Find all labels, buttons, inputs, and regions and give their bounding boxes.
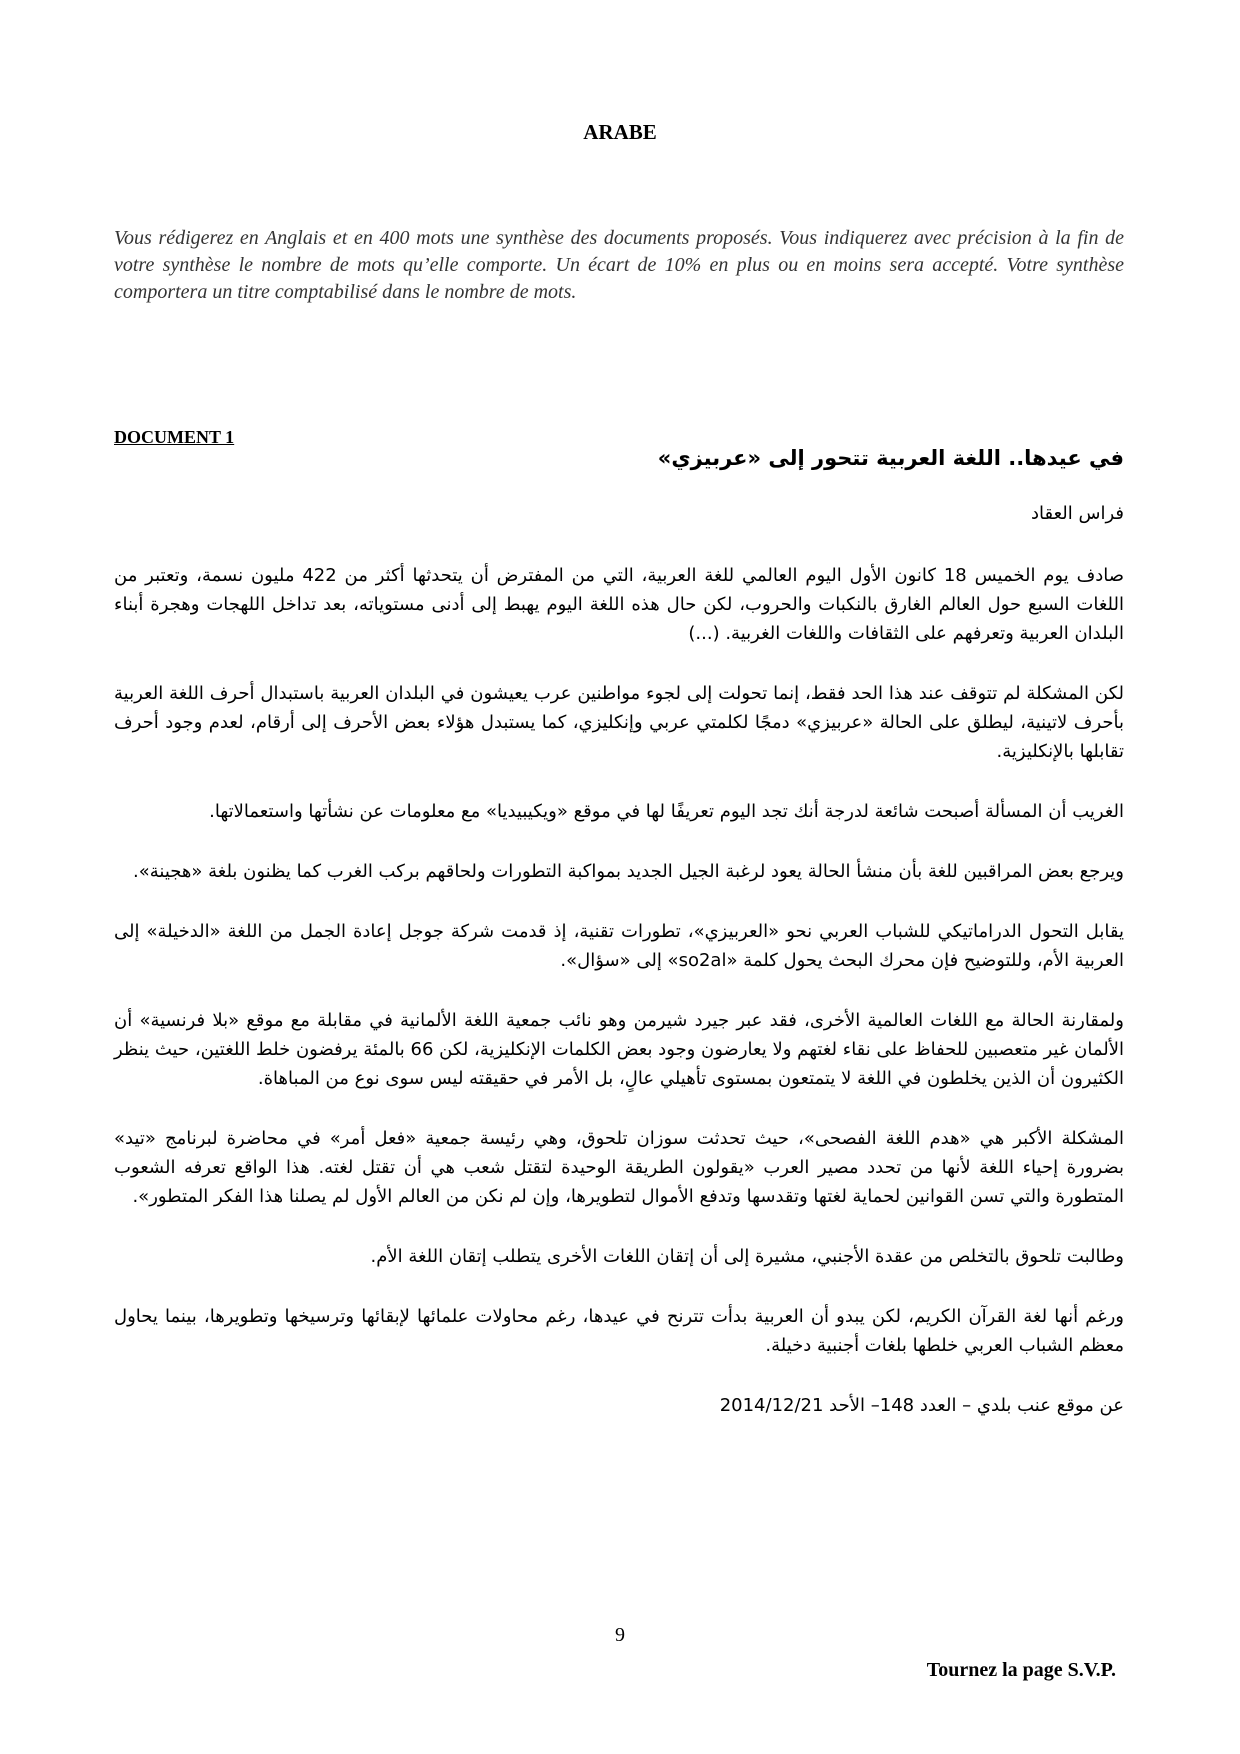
turn-page-note: Tournez la page S.V.P. xyxy=(926,1659,1116,1681)
article-paragraph: صادف يوم الخميس 18 كانون الأول اليوم العالمي للغة العربية، التي من المفترض أن يتحدثها أكثر من 422 مليون نسمة، وتعتبر من اللغات السبع حول العالم الغارق بالنكبات والحروب، لكن حال هذه اللغة اليوم يهبط إلى أدنى مستوياته، بعد تداخل اللهجات وهجرة أبناء البلدان العربية وتعرفهم على الثقافات واللغات الغربية. (...) xyxy=(114,565,1125,644)
page-number: 9 xyxy=(615,1624,625,1646)
article-source: عن موقع عنب بلدي – العدد 148– الأحد 2014/12/21 xyxy=(719,1395,1124,1416)
article-paragraph: ويرجع بعض المراقبين للغة بأن منشأ الحالة يعود لرغبة الجيل الجديد بمواكبة التطورات ولحاقهم بركب الغرب كما يظنون بلغة «هجينة». xyxy=(133,861,1124,882)
article-paragraph: ورغم أنها لغة القرآن الكريم، لكن يبدو أن العربية بدأت تترنح في عيدها، رغم محاولات علمائها لإبقائها وترسيخها وتطويرها، بينما يحاول معظم الشباب العربي خلطها بلغات أجنبية دخيلة. xyxy=(114,1306,1124,1356)
article-paragraph: المشكلة الأكبر هي «هدم اللغة الفصحى»، حيث تحدثت سوزان تلحوق، وهي رئيسة جمعية «فعل أمر» في محاضرة لبرنامج «تيد» بضرورة إحياء اللغة لأنها من تحدد مصير العرب «يقولون الطريقة الوحيدة لتقتل شعب هي أن تقتل لغته. هذا الواقع تعرفه الشعوب المتطورة والتي تسن القوانين لحماية لغتها وتقدسها وتدفع الأموال لتطويرها، وإن لم نكن من العالم الأول لم يصلنا هذا الفكر المتطور». xyxy=(114,1128,1124,1207)
article-paragraph: يقابل التحول الدراماتيكي للشباب العربي نحو «العربيزي»، تطورات تقنية، إذ قدمت شركة جوجل إعادة الجمل من اللغة «الدخيلة» إلى العربية الأم، وللتوضيح فإن محرك البحث يحول كلمة «so2al» إلى «سؤال». xyxy=(114,921,1124,971)
article xyxy=(114,444,1124,1420)
article-paragraph: لكن المشكلة لم تتوقف عند هذا الحد فقط، إنما تحولت إلى لجوء مواطنين عرب يعيشون في البلدان العربية باستبدال أحرف اللغة العربية بأحرف لاتينية، ليطلق على الحالة «عربيزي» دمجًا لكلمتي عربي وإنكليزي، كما يستبدل هؤلاء بعض الأحرف إلى أرقام، لعدم وجود أحرف تقابلها بالإنكليزية. xyxy=(114,683,1124,762)
article-author: فراس العقاد xyxy=(1030,503,1124,524)
instructions-paragraph: Vous rédigerez en Anglais et en 400 mots une synthèse des documents proposés. Vous indiquerez avec précision à la fin de votre synthèse le nombre de mots qu’elle comporte. Un écart de 10% en plus ou en moins sera accepté. Votre synthèse comportera un titre comptabilisé dans le nombre de mots. xyxy=(114,227,1124,303)
document-label: DOCUMENT 1 xyxy=(114,427,235,447)
article-paragraph: ولمقارنة الحالة مع اللغات العالمية الأخرى، فقد عبر جيرد شيرمن وهو نائب جمعية اللغة الألمانية في مقابلة مع موقع «بلا فرنسية» أن الألمان غير متعصبين للحفاظ على نقاء لغتهم ولا يعارضون وجود بعض الكلمات الإنكليزية، لكن 66 بالمئة يرفضون خلط اللغتين، حيث ينظر الكثيرون أن الذين يخلطون في اللغة لا يتمتعون بمستوى تأهيلي عالٍ، بل الأمر في حقيقته ليس سوى نوع من المباهاة. xyxy=(114,1010,1124,1089)
article-title: في عيدها.. اللغة العربية تتحور إلى «عربيزي» xyxy=(657,446,1124,470)
article-paragraph: وطالبت تلحوق بالتخلص من عقدة الأجنبي، مشيرة إلى أن إتقان اللغات الأخرى يتطلب إتقان اللغة الأم. xyxy=(370,1246,1124,1267)
page-title: ARABE xyxy=(583,120,657,144)
article-paragraph: الغريب أن المسألة أصبحت شائعة لدرجة أنك تجد اليوم تعريفًا لها في موقع «ويكيبيديا» مع معلومات عن نشأتها واستعمالاتها. xyxy=(209,801,1124,822)
